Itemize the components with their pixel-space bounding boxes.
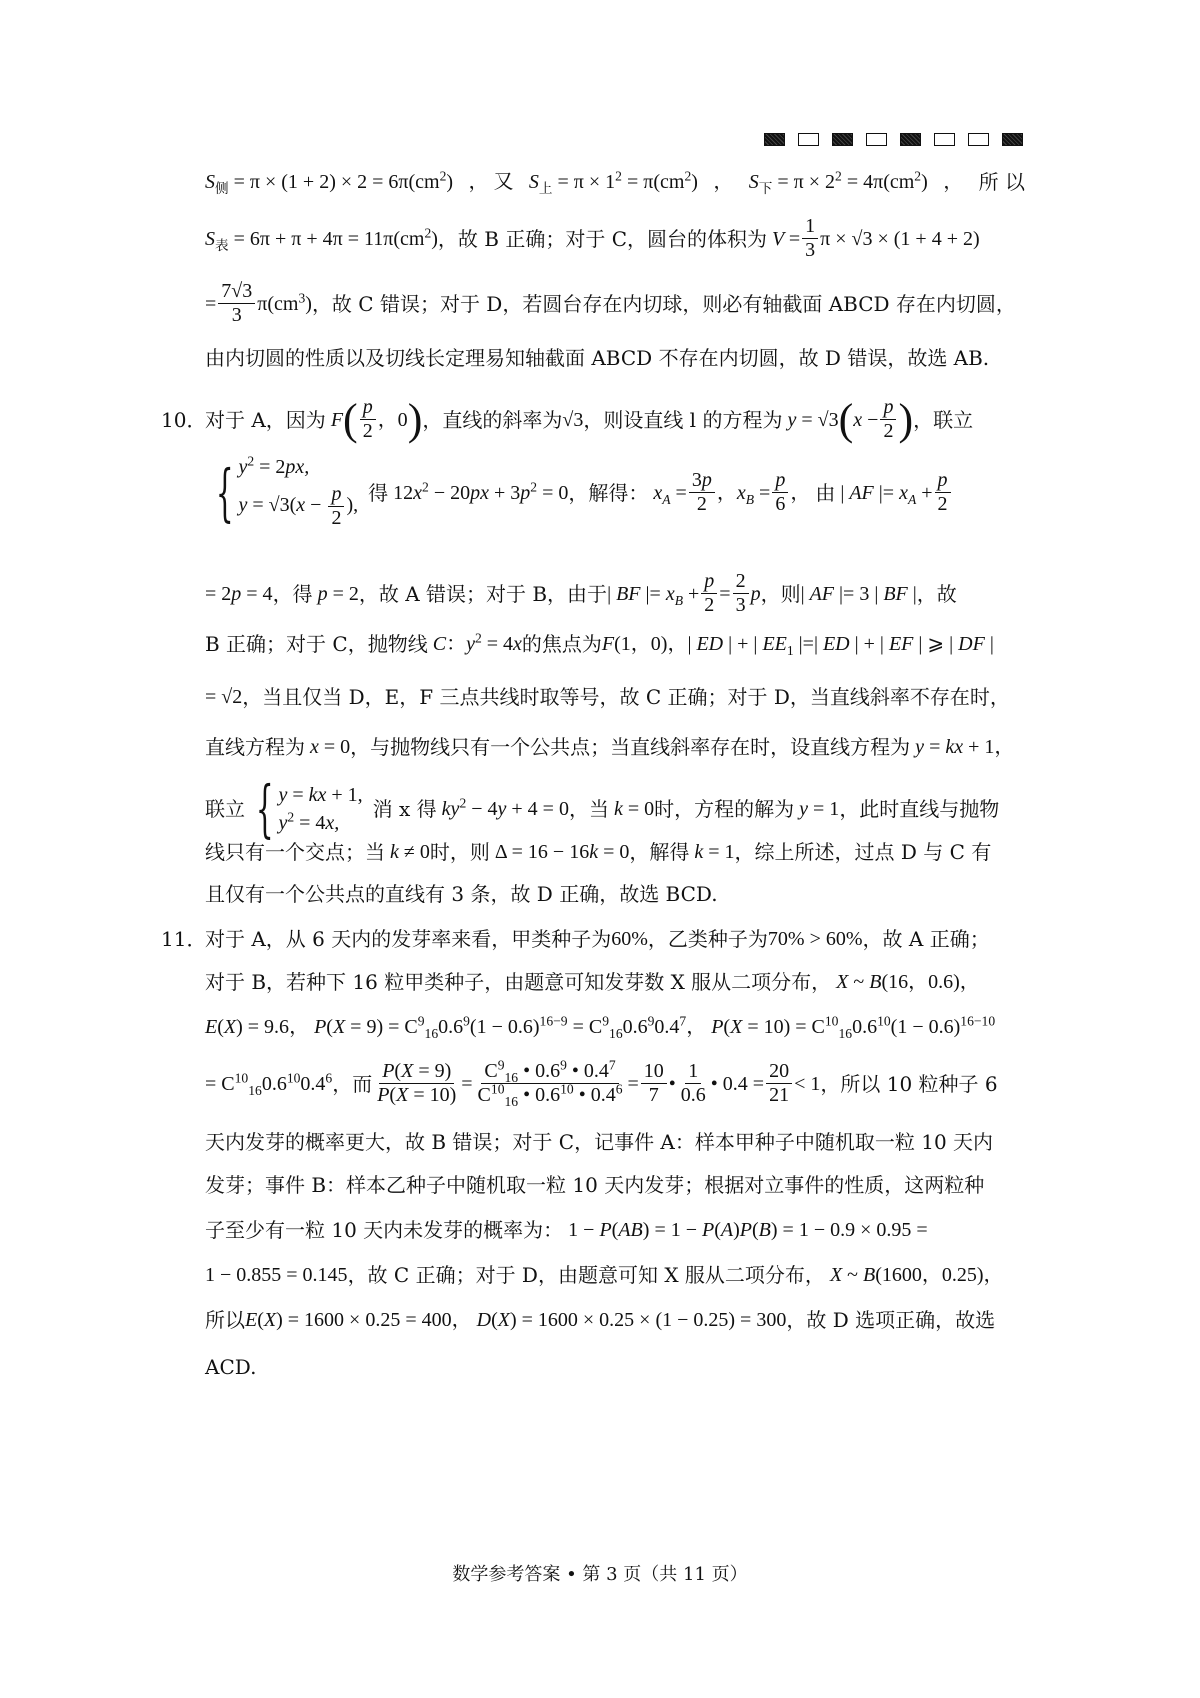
q10-text: ，得 (272, 581, 313, 606)
q10-text: ，当 (568, 797, 609, 821)
q10-line-5: = √2 ，当且仅当 D，E，F 三点共线时取等号，故 C 正确；对于 D，当直线斜率不存在时， (205, 685, 1010, 709)
q11-text: ，故 D 选项正确，故选 (786, 1308, 996, 1332)
fraction: $\frac{7√3}{3}$ (218, 280, 255, 327)
q11-text: ，而 (332, 1071, 373, 1096)
q10-text: ，联立 (913, 407, 974, 432)
q10-line-4: B 正确；对于 C，抛物线 C：$y^2 = 4x$ 的焦点为 F(1，0)，| ED | + | $EE_1$ |=| ED | + | EF | ⩾ | DF | (205, 630, 994, 658)
page-footer: 数学参考答案 • 第 3 页（共 11 页） (452, 1564, 748, 1585)
q10-text: ，则设直线 l 的方程为 (583, 407, 783, 432)
q10-text: 直线方程为 (205, 735, 305, 759)
q11-line-3: E(X) = 9.6 ， $P(X = 9) = C^9_{16}0.6^9(1 - 0.6)^{16-9} = C^9_{16}0.6^90.4^7$ ， $P(X = 10) = C^{10}_{16}0.6^{10}(1 - 0.6)^{16-10}$ (205, 1013, 996, 1041)
q10-line-3: = 2p = 4 ，得 p = 2 ，故 A 错误；对于 B，由于 | BF |= $x_B$ + $\frac{p}{2}$ = $\frac{2}{3}$ p ，则 | AF |= 3 | BF | ，故 (205, 570, 957, 616)
q9-line-4 (205, 346, 1025, 370)
equation-system: { y = kx + 1, $y^2 = 4x$, (255, 772, 363, 845)
q10-line-2: { $y^2 = 2px$, y = √3(x − $\frac{p}{2}$ ), 得 $12x^2 - 20px + 3p^2 = 0$ ，解得： $x_A$ = $\frac{3p}{2}$ ， $x_B$ = $\frac{p}{6}$ ， 由 | AF |= $x_A$ + $\frac{p}{2}$ (205, 455, 1025, 530)
q10-text: ，当且仅当 D，E，F 三点共线时取等号，故 C 正确；对于 D，当直线斜率不存在时， (242, 685, 1010, 709)
q11-text: ACD. (205, 1355, 257, 1379)
q11-text: 对于 A，从 6 天内的发芽率来看，甲类种子为 (205, 927, 612, 951)
equation-system: { $y^2 = 2px$, y = √3(x − $\frac{p}{2}$ ), (215, 453, 359, 529)
empty-mark-icon (798, 133, 819, 146)
q11-text: ，所以 10 粒种子 6 (820, 1071, 998, 1096)
q11-line-1: 11． 对于 A，从 6 天内的发芽率来看，甲类种子为 60% ，乙类种子为 70% > 60% ，故 A 正确； (161, 927, 990, 951)
q10-line-8: 线只有一个交点；当 k ≠ 0 时，则 Δ = 16 − 16k = 0 ，解得 k = 1 ，综上所述，过点 D 与 C 有 (205, 840, 992, 864)
q11-text: 所以 (205, 1308, 245, 1332)
q10-text: 由 (815, 480, 836, 505)
q10-text: ，此时直线与抛物 (839, 797, 1000, 821)
q10-text: 的焦点为 (521, 632, 602, 656)
filled-mark-icon (900, 133, 921, 146)
q10-line-6: 直线方程为 x = 0 ，与抛物线只有一个公共点；当直线斜率存在时，设直线方程为 y = kx + 1， (205, 735, 1015, 759)
filled-mark-icon (764, 133, 785, 146)
q10-text: 得 (368, 480, 389, 505)
empty-mark-icon (968, 133, 989, 146)
q10-number: 10． (161, 407, 207, 432)
q10-text: 时，方程的解为 (654, 797, 795, 821)
q11-line-2: 对于 B，若种下 16 粒甲类种子，由题意可知发芽数 X 服从二项分布， X ~ B(16，0.6) ， (205, 970, 980, 994)
q10-text: 消 x 得 (372, 797, 437, 821)
q11-number: 11． (161, 927, 207, 951)
q11-text: 子至少有一粒 10 天内未发芽的概率为： (205, 1218, 564, 1242)
q9-line-3: = $\frac{7√3}{3}$ $\pi(cm^3)$ ，故 C 错误；对于 D，若圆台存在内切球，则必有轴截面 ABCD 存在内切圆， (205, 280, 1016, 326)
q10-line-1: 10． 对于 A，因为 F ( $\frac{p}{2}$ ，0 ) ，直线的斜率为 √3 ，则设直线 l 的方程为 y = √3 ( x − $\frac{p}{2}$ ) ，联立 (161, 394, 974, 444)
q10-text: ，解得： (568, 480, 649, 505)
q11-line-5 (205, 1130, 1025, 1154)
q11-text: ，故 C 正确；对于 D，由题意可知 X 服从二项分布， (347, 1263, 825, 1287)
q9-line4-text: 由内切圆的性质以及切线长定理易知轴截面 ABCD 不存在内切圆，故 D 错误，故选 AB. (205, 346, 990, 370)
empty-mark-icon (934, 133, 955, 146)
q10-text: ，则 (760, 581, 801, 606)
q10-text: ，与抛物线只有一个公共点；当直线斜率存在时，设直线方程为 (350, 735, 911, 759)
q9-line2-text: ，故 B 正确；对于 C，圆台的体积为 (437, 226, 767, 251)
q11-line-10 (205, 1355, 1025, 1379)
q10-text: ，直线的斜率为 (422, 407, 563, 432)
q10-text: 对于 A，因为 (205, 407, 326, 432)
filled-mark-icon (832, 133, 853, 146)
q11-text: ，乙类种子为 (647, 927, 768, 951)
q10-text: ，故 A 错误；对于 B，由于 (358, 581, 608, 606)
q11-line-9: 所以 E(X) = 1600 × 0.25 = 400， D(X) = 1600 × 0.25 × (1 − 0.25) = 300 ，故 D 选项正确，故选 (205, 1308, 996, 1332)
q11-text: ，故 A 正确； (862, 927, 990, 951)
fraction: $\frac{1}{3}$ (802, 215, 818, 262)
q10-line-9 (205, 882, 1025, 906)
q11-text: 天内发芽的概率更大，故 B 错误；对于 C，记事件 A：样本甲种子中随机取一粒 10 天内 (205, 1130, 994, 1154)
q9-line-1: $S_侧 = \pi \times (1 + 2) \times 2 = 6\pi(cm^2)$ ， 又 $S_上 = \pi \times 1^2 = \pi(cm^2)$ ， $S_下 = \pi \times 2^2 = 4\pi(cm^2)$ ， 所 以 (205, 168, 1025, 196)
q9-line-2: $S_表 = 6\pi + \pi + 4\pi = 11\pi(cm^2)$ ，故 B 正确；对于 C，圆台的体积为 V = $\frac{1}{3}$ π × √3 × (1 + 4 + 2) (205, 215, 980, 261)
q11-line-8: 1 − 0.855 = 0.145 ，故 C 正确；对于 D，由题意可知 X 服从二项分布， X ~ B(1600，0.25) ， (205, 1263, 1004, 1287)
q10-text: ，故 (916, 581, 957, 606)
q10-text: 时，则 (429, 840, 490, 864)
q10-text: 且仅有一个公共点的直线有 3 条，故 D 正确，故选 BCD. (205, 882, 718, 906)
q11-text: 对于 B，若种下 16 粒甲类种子，由题意可知发芽数 X 服从二项分布， (205, 970, 832, 994)
q10-text: 线只有一个交点；当 (205, 840, 385, 864)
q10-text: ，解得 (629, 840, 690, 864)
q10-text: ，综上所述，过点 D 与 C 有 (734, 840, 992, 864)
filled-mark-icon (1002, 133, 1023, 146)
q11-line-4: = $C^{10}_{16}0.6^{10}0.4^6$ ，而 $\frac{P(X = 9)}{P(X = 10)}$ = $\frac{C^9_{16} • 0.6^9 • 0.4^7}{C^{10}_{16} • 0.6^{10} • 0.4^6}$ = $\frac{10}{7}$ • $\frac{1}{0.6}$ • 0.4 = $\frac{20}{21}$ < 1 ，所以 10 粒种子 6 (205, 1057, 998, 1109)
q11-line-7: 子至少有一粒 10 天内未发芽的概率为： 1 − P(AB) = 1 − P(A)P(B) = 1 − 0.9 × 0.95 = (205, 1218, 928, 1242)
q11-text: 发芽；事件 B：样本乙种子中随机取一粒 10 天内发芽；根据对立事件的性质，这两粒种 (205, 1173, 985, 1197)
q10-line-7: 联立 { y = kx + 1, $y^2 = 4x$, 消 x 得 $ky^2 - 4y + 4 = 0$ ，当 k = 0 时，方程的解为 y = 1 ，此时直线与抛物 (205, 772, 1000, 845)
q11-line-6 (205, 1173, 1025, 1197)
q10-text: B 正确；对于 C，抛物线 (205, 632, 428, 656)
q9-line1-tail: 所 以 (978, 170, 1025, 194)
q9-line3-text: ，故 C 错误；对于 D，若圆台存在内切球，则必有轴截面 ABCD 存在内切圆， (311, 291, 1016, 316)
q10-text: 联立 (205, 797, 245, 821)
header-marks (764, 133, 1023, 150)
empty-mark-icon (866, 133, 887, 146)
